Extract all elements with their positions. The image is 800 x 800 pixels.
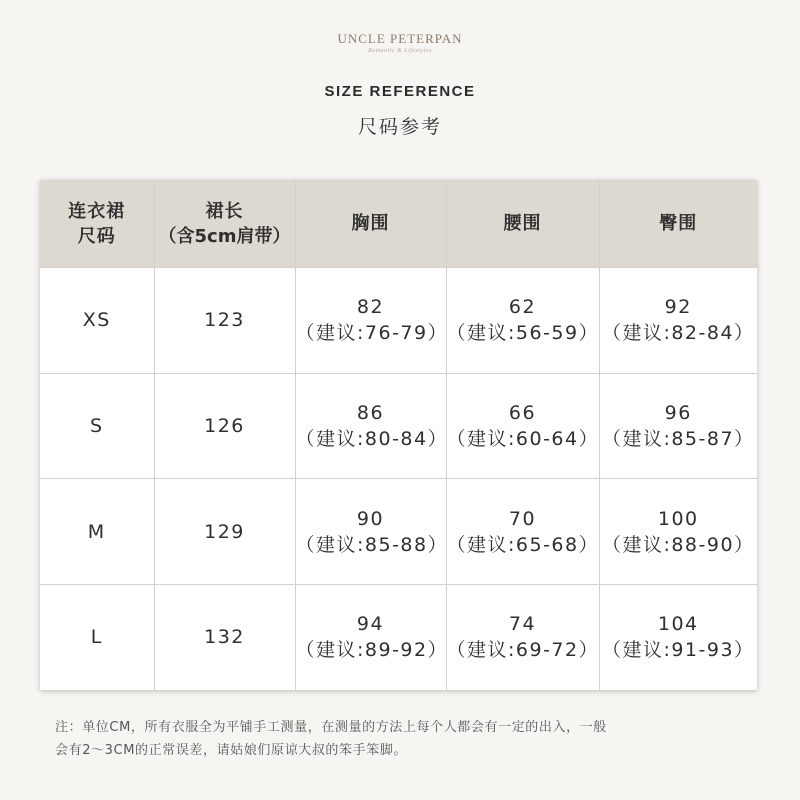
header-waist: 腰围 (446, 180, 599, 268)
bust-value: 94 (356, 613, 385, 636)
waist-cell (446, 373, 599, 479)
hip-value: 96 (664, 401, 692, 424)
size-table-card (40, 180, 757, 690)
table-header-row (40, 180, 757, 268)
table-row (40, 373, 757, 479)
bust-suggest: （建议:85-88） (295, 533, 449, 556)
size-table (40, 180, 757, 690)
hip-suggest: （建议:91-93） (601, 639, 755, 662)
header-length-line1: 裙长 (205, 200, 244, 222)
waist-suggest: （建议:65-68） (446, 533, 600, 556)
length-cell: 132 (154, 584, 295, 690)
header-length (154, 180, 295, 268)
hip-cell (599, 373, 757, 479)
bust-cell (295, 584, 449, 690)
length-cell: 129 (154, 479, 295, 585)
waist-suggest: （建议:56-59） (446, 322, 600, 345)
waist-suggest: （建议:69-72） (446, 639, 600, 662)
brand-name: UNCLE PETERPAN (337, 31, 463, 46)
title-en: SIZE REFERENCE (324, 83, 476, 100)
hip-suggest: （建议:88-90） (601, 533, 755, 556)
header-hip: 臀围 (599, 180, 757, 268)
bust-suggest: （建议:80-84） (295, 427, 449, 450)
size-cell: XS (40, 268, 154, 374)
bust-suggest: （建议:76-79） (295, 322, 449, 345)
size-cell: M (40, 479, 154, 585)
hip-value: 100 (657, 507, 699, 530)
header-length-line2: （含5cm肩带） (158, 225, 291, 247)
hip-value: 92 (664, 296, 692, 319)
bust-cell (295, 268, 449, 374)
table-row (40, 479, 757, 585)
bust-suggest: （建议:89-92） (295, 639, 449, 662)
hip-cell (599, 268, 757, 374)
hip-value: 104 (657, 613, 699, 636)
header-size-line2: 尺码 (77, 225, 116, 247)
header-size (40, 180, 154, 268)
hip-cell (599, 584, 757, 690)
waist-value: 74 (508, 613, 537, 636)
waist-value: 66 (508, 401, 537, 424)
waist-cell (446, 268, 599, 374)
waist-cell (446, 584, 599, 690)
bust-value: 90 (356, 507, 385, 530)
waist-value: 70 (508, 507, 537, 530)
brand-tagline: Romantic & Lifestyles (368, 48, 432, 54)
bust-cell (295, 373, 449, 479)
hip-suggest: （建议:85-87） (601, 427, 755, 450)
note-line-1: 注：单位CM，所有衣服全为平铺手工测量，在测量的方法上每个人都会有一定的出入，一般 (55, 720, 607, 735)
header-bust: 胸围 (295, 180, 446, 268)
table-row (40, 584, 757, 690)
length-cell: 123 (154, 268, 295, 374)
waist-suggest: （建议:60-64） (446, 427, 600, 450)
bust-value: 82 (356, 296, 385, 319)
hip-cell (599, 479, 757, 585)
size-cell: S (40, 373, 154, 479)
note-line-2: 会有2～3CM的正常误差，请姑娘们原谅大叔的笨手笨脚。 (55, 743, 408, 758)
hip-suggest: （建议:82-84） (601, 322, 755, 345)
waist-cell (446, 479, 599, 585)
header-size-line1: 连衣裙 (68, 200, 126, 222)
title-cn: 尺码参考 (357, 116, 442, 138)
measurement-note (55, 716, 755, 762)
length-cell: 126 (154, 373, 295, 479)
bust-value: 86 (356, 401, 385, 424)
table-row (40, 268, 757, 374)
size-cell: L (40, 584, 154, 690)
brand-logo (0, 31, 800, 54)
bust-cell (295, 479, 449, 585)
waist-value: 62 (508, 296, 537, 319)
